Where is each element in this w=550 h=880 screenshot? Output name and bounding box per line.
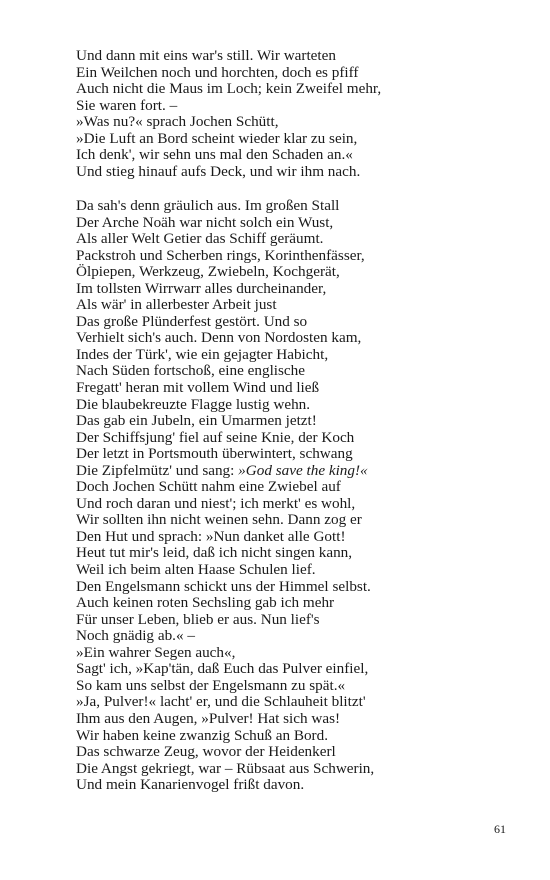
- verse-line: Die blaubekreuzte Flagge lustig wehn.: [76, 395, 311, 413]
- verse-line: Als wär' in allerbester Arbeit just: [76, 296, 277, 314]
- verse-line: Nach Süden fortschoß, eine englische: [76, 362, 306, 380]
- verse-line: Sie waren fort. –: [76, 96, 178, 114]
- verse-line: Und mein Kanarienvogel frißt davon.: [76, 776, 305, 794]
- verse-line: Ein Weilchen noch und horchten, doch es pfiff: [76, 63, 359, 81]
- verse-line: Die Angst gekriegt, war – Rübsaat aus Schwerin,: [76, 759, 375, 777]
- verse-line: Ich denk', wir sehn uns mal den Schaden an.«: [76, 146, 353, 164]
- verse-line: Packstroh und Scherben rings, Korinthenfässer,: [76, 246, 365, 264]
- verse-line: Das große Plünderfest gestört. Und so: [76, 312, 308, 330]
- italic-song-title: »God save the king!«: [238, 461, 368, 479]
- verse-line: Den Engelsmann schickt uns der Himmel selbst.: [76, 577, 371, 595]
- stanza-2: [76, 198, 374, 794]
- verse-line: Im tollsten Wirrwarr alles durcheinander,: [76, 279, 327, 297]
- verse-line: Sagt' ich, »Kap'tän, daß Euch das Pulver einfiel,: [76, 660, 369, 678]
- verse-line: Da sah's denn gräulich aus. Im großen Stall: [76, 197, 340, 214]
- verse-line: Indes der Türk', wie ein gejagter Habicht,: [76, 345, 329, 363]
- verse-line: Doch Jochen Schütt nahm eine Zwiebel auf: [76, 478, 341, 496]
- verse-line: So kam uns selbst der Engelsmann zu spät.«: [76, 676, 346, 694]
- verse-line: »Ein wahrer Segen auch«,: [76, 643, 236, 661]
- verse-line-with-italic: [76, 463, 374, 480]
- verse-line: Wir sollten ihn nicht weinen sehn. Dann zog er: [76, 511, 362, 529]
- verse-line: Noch gnädig ab.« –: [76, 627, 195, 645]
- verse-line: Der letzt in Portsmouth überwintert, schwang: [76, 445, 353, 463]
- verse-line: Auch nicht die Maus im Loch; kein Zweifel mehr,: [76, 80, 382, 98]
- verse-line: Als aller Welt Getier das Schiff geräumt.: [76, 230, 324, 248]
- verse-line: »Was nu?« sprach Jochen Schütt,: [76, 113, 279, 131]
- verse-line: Das schwarze Zeug, wovor der Heidenkerl: [76, 743, 336, 761]
- verse-line: Der Schiffsjung' fiel auf seine Knie, der Koch: [76, 428, 355, 446]
- verse-line: Den Hut und sprach: »Nun danket alle Gott!: [76, 527, 346, 545]
- verse-line: Und stieg hinauf aufs Deck, und wir ihm nach.: [76, 162, 361, 180]
- verse-line: Ihm aus den Augen, »Pulver! Hat sich was!: [76, 709, 341, 727]
- verse-line: Weil ich beim alten Haase Schulen lief.: [76, 561, 316, 579]
- verse-line: Und roch daran und niest'; ich merkt' es wohl,: [76, 494, 356, 512]
- verse-line: Für unser Leben, blieb er aus. Nun lief's: [76, 610, 320, 628]
- verse-line-text: Die Zipfelmütz' und sang:: [76, 461, 239, 479]
- verse-line: Und dann mit eins war's still. Wir warteten: [76, 47, 336, 64]
- page-number: 61: [494, 822, 506, 836]
- verse-line: Ölpiepen, Werkzeug, Zwiebeln, Kochgerät,: [76, 263, 340, 281]
- verse-line: Auch keinen roten Sechsling gab ich mehr: [76, 594, 335, 612]
- verse-line: Wir haben keine zwanzig Schuß an Bord.: [76, 726, 329, 744]
- verse-line: Verhielt sich's auch. Denn von Nordosten kam,: [76, 329, 362, 347]
- verse-line: Das gab ein Jubeln, ein Umarmen jetzt!: [76, 412, 317, 430]
- verse-line: Fregatt' heran mit vollem Wind und ließ: [76, 379, 320, 397]
- verse-line: »Die Luft an Bord scheint wieder klar zu sein,: [76, 129, 358, 147]
- stanza-1: [76, 48, 381, 180]
- verse-line: Heut tut mir's leid, daß ich nicht singen kann,: [76, 544, 353, 562]
- verse-line: »Ja, Pulver!« lacht' er, und die Schlauheit blitzt': [76, 693, 366, 711]
- verse-line: Der Arche Noäh war nicht solch ein Wust,: [76, 213, 334, 231]
